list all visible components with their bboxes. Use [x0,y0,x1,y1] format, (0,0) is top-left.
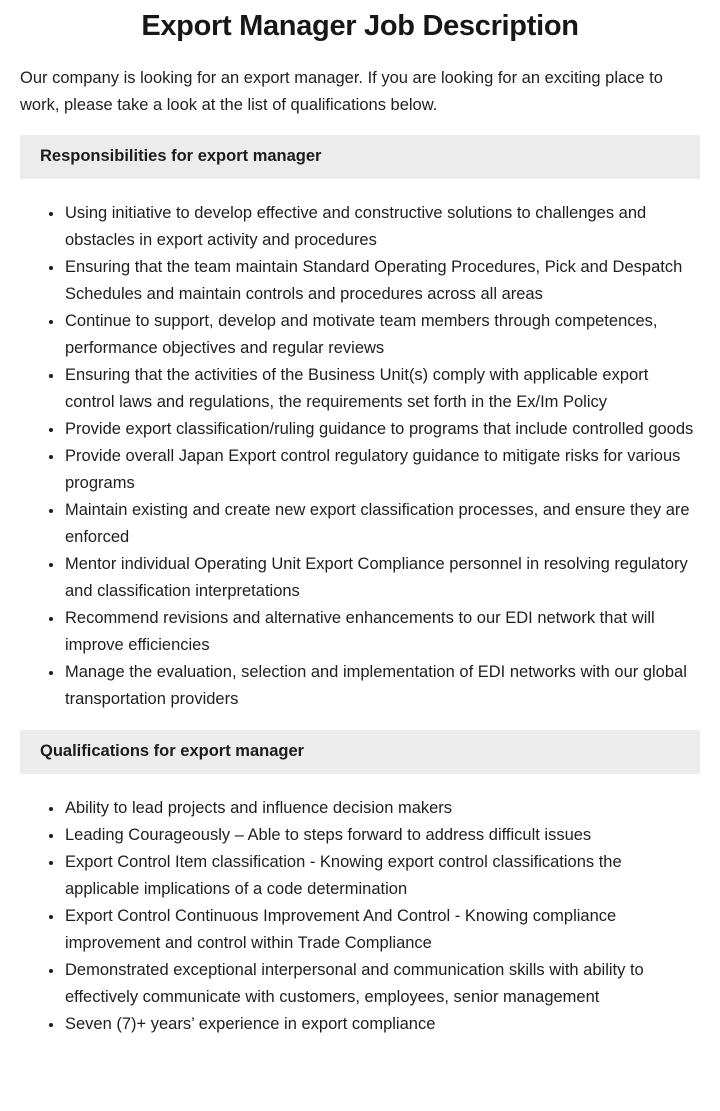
list-item: • Export Control Continuous Improvement And Control - Knowing compliance improvement and control within Trade Compliance [64,903,700,957]
list-item: • Continue to support, develop and motivate team members through competences, performance objectives and regular reviews [64,308,700,362]
list-item: • Leading Courageously – Able to steps forward to address difficult issues [64,822,700,849]
responsibilities-list [20,200,700,713]
list-item: • Provide export classification/ruling guidance to programs that include controlled goods [64,416,700,443]
responsibilities-section [20,135,700,713]
responsibilities-section-heading: Responsibilities for export manager [20,135,700,179]
list-item: • Mentor individual Operating Unit Export Compliance personnel in resolving regulatory and classification interpretations [64,551,700,605]
list-item: • Maintain existing and create new export classification processes, and ensure they are enforced [64,497,700,551]
qualifications-section-heading: Qualifications for export manager [20,730,700,774]
list-item: • Ensuring that the team maintain Standard Operating Procedures, Pick and Despatch Schedules and maintain controls and procedures across all areas [64,254,700,308]
list-item: • Demonstrated exceptional interpersonal and communication skills with ability to effectively communicate with customers, employees, senior management [64,957,700,1011]
list-item: • Using initiative to develop effective and constructive solutions to challenges and obstacles in export activity and procedures [64,200,700,254]
list-item: • Ability to lead projects and influence decision makers [64,795,700,822]
list-item: • Export Control Item classification - Knowing export control classifications the applicable implications of a code determination [64,849,700,903]
intro-paragraph: Our company is looking for an export manager. If you are looking for an exciting place to work, please take a look at the list of qualifications below. [20,69,663,115]
page-title: Export Manager Job Description [141,10,579,42]
list-item: • Manage the evaluation, selection and implementation of EDI networks with our global transportation providers [64,659,700,713]
qualifications-list [20,795,700,1038]
list-item: • Ensuring that the activities of the Business Unit(s) comply with applicable export control laws and regulations, the requirements set forth in the Ex/Im Policy [64,362,700,416]
qualifications-section [20,730,700,1038]
list-item: • Recommend revisions and alternative enhancements to our EDI network that will improve efficiencies [64,605,700,659]
list-item: • Provide overall Japan Export control regulatory guidance to mitigate risks for various programs [64,443,700,497]
list-item: • Seven (7)+ years’ experience in export compliance [64,1011,700,1038]
